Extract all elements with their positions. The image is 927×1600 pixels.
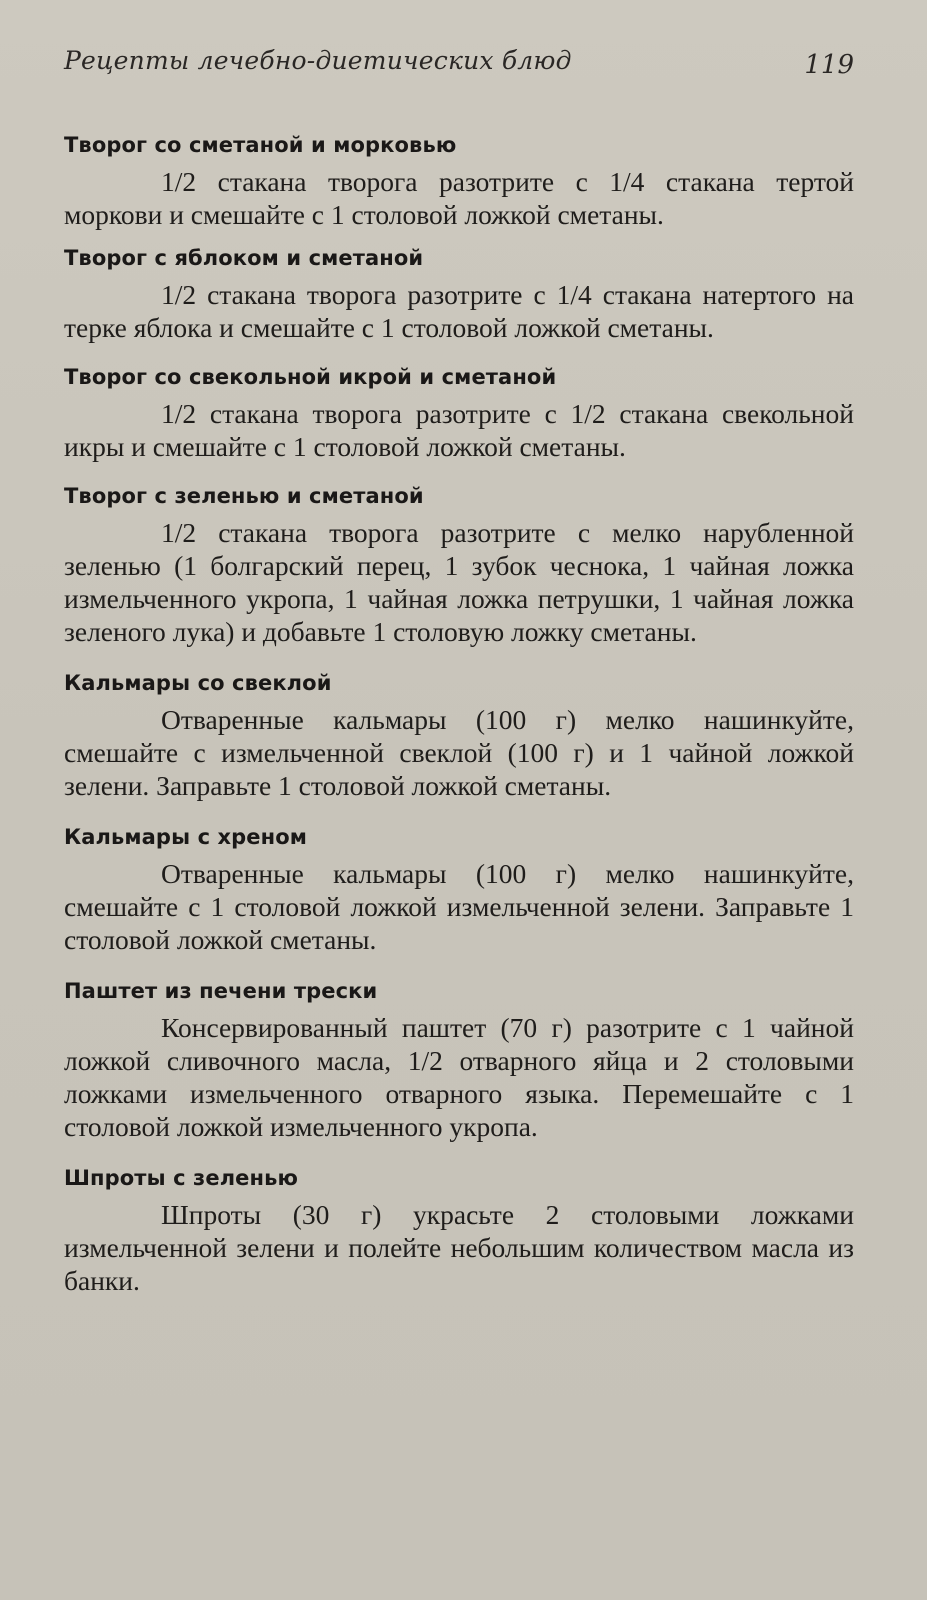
recipe-text: Консервированный паштет (70 г) разотрите с 1 чайной ложкой сливочного масла, 1/2 отварного яйца и 2 столовыми ложками измельченного отварного языка. Перемешайте с 1 столовой ложкой измельченного укропа. <box>64 1012 854 1142</box>
recipe-title: Творог со сметаной и морковью <box>64 133 457 157</box>
recipe-item <box>64 1163 854 1297</box>
recipe-item <box>64 362 854 463</box>
recipe-title: Паштет из печени трески <box>64 979 378 1003</box>
recipe-title: Кальмары со свеклой <box>64 671 332 695</box>
recipe-item <box>64 976 854 1143</box>
recipe-text: 1/2 стакана творога разотрите с 1/4 стакана натертого на терке яблока и смешайте с 1 столовой ложкой сметаны. <box>64 279 854 343</box>
recipe-item <box>64 481 854 648</box>
recipe-title: Кальмары с хреном <box>64 825 308 849</box>
recipe-text: Отваренные кальмары (100 г) мелко нашинкуйте, смешайте с 1 столовой ложкой измельченной зелени. Заправьте 1 столовой ложкой сметаны. <box>64 858 854 955</box>
recipe-text: 1/2 стакана творога разотрите с 1/2 стакана свекольной икры и смешайте с 1 столовой ложкой сметаны. <box>64 398 854 462</box>
recipe-item <box>64 822 854 956</box>
recipe-text: 1/2 стакана творога разотрите с мелко нарубленной зеленью (1 болгарский перец, 1 зубок чеснока, 1 чайная ложка измельченного укропа, 1 чайная ложка петрушки, 1 чайная ложка зеленого лука) и добавьте 1 столовую ложку сметаны. <box>64 517 854 647</box>
recipe-item <box>64 668 854 802</box>
recipe-item <box>64 130 854 231</box>
page-number: 119 <box>804 50 854 80</box>
recipe-text: Отваренные кальмары (100 г) мелко нашинкуйте, смешайте с измельченной свеклой (100 г) и 1 чайной ложкой зелени. Заправьте 1 столовой ложкой сметаны. <box>64 704 854 801</box>
recipe-title: Творог с яблоком и сметаной <box>64 246 424 270</box>
recipe-title: Шпроты с зеленью <box>64 1166 299 1190</box>
recipe-list <box>64 130 854 1297</box>
recipe-text: 1/2 стакана творога разотрите с 1/4 стакана тертой моркови и смешайте с 1 столовой ложкой сметаны. <box>64 166 854 230</box>
recipe-title: Творог со свекольной икрой и сметаной <box>64 365 557 389</box>
recipe-title: Творог с зеленью и сметаной <box>64 484 424 508</box>
running-title: Рецепты лечебно-диетических блюд <box>64 46 572 75</box>
recipe-item <box>64 243 854 344</box>
recipe-text: Шпроты (30 г) украсьте 2 столовыми ложками измельченной зелени и полейте небольшим количеством масла из банки. <box>64 1199 854 1296</box>
running-head <box>64 46 854 86</box>
